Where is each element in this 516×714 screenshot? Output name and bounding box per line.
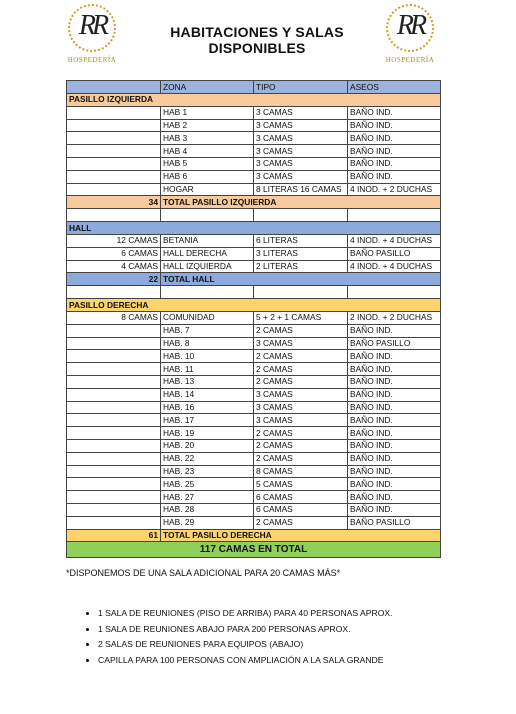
list-item: • 1 SALA DE REUNIONES ABAJO PARA 200 PERSONAS APROX. (98, 622, 498, 638)
table-cell: 12 CAMAS (67, 234, 161, 247)
spacer-row (67, 209, 441, 222)
table-cell: HAB 5 (161, 157, 254, 170)
table-row (67, 388, 441, 401)
table-cell: 3 CAMAS (254, 401, 348, 414)
table-cell (67, 183, 161, 196)
table-row (67, 106, 441, 119)
table-row (67, 145, 441, 158)
table-cell: 5 CAMAS (254, 478, 348, 491)
logo-monogram: RR (396, 10, 424, 41)
section-label: PASILLO IZQUIERDA (67, 94, 441, 107)
table-cell (67, 363, 161, 376)
table-cell: 3 CAMAS (254, 157, 348, 170)
section-header-pasillo_izquierda (67, 94, 441, 107)
table-cell: HAB 6 (161, 170, 254, 183)
table-cell: HAB 1 (161, 106, 254, 119)
table-cell: 6 CAMAS (67, 247, 161, 260)
table-cell: 2 CAMAS (254, 452, 348, 465)
total-count: 34 (67, 196, 161, 209)
list-item: • CAPILLA PARA 100 PERSONAS CON AMPLIACIÓN A LA SALA GRANDE (98, 653, 498, 669)
table-cell: 3 CAMAS (254, 414, 348, 427)
table-cell: BAÑO IND. (348, 388, 441, 401)
logo-brand: HOSPEDERÍA (385, 56, 435, 64)
table-cell: HAB. 16 (161, 401, 254, 414)
table-cell: BAÑO IND. (348, 414, 441, 427)
table-row (67, 465, 441, 478)
table-cell: 6 CAMAS (254, 503, 348, 516)
table-cell: 8 CAMAS (254, 465, 348, 478)
table-cell: 2 CAMAS (254, 427, 348, 440)
empty-cell (254, 286, 348, 299)
table-cell: BAÑO IND. (348, 157, 441, 170)
table-cell (67, 478, 161, 491)
table-cell (67, 337, 161, 350)
table-cell: BAÑO IND. (348, 375, 441, 388)
table-cell: HAB. 28 (161, 503, 254, 516)
table-cell: HAB 3 (161, 132, 254, 145)
empty-cell (348, 286, 441, 299)
table-row (67, 503, 441, 516)
table-cell: BAÑO PASILLO (348, 337, 441, 350)
table-cell: 2 CAMAS (254, 350, 348, 363)
table-row (67, 414, 441, 427)
header-cell: ASEOS (348, 81, 441, 94)
table-cell: 6 CAMAS (254, 491, 348, 504)
table-cell: 4 INOD. + 4 DUCHAS (348, 234, 441, 247)
table-cell: BAÑO IND. (348, 439, 441, 452)
total-count: 61 (67, 529, 161, 542)
header-cell (67, 81, 161, 94)
table-cell: HAB. 23 (161, 465, 254, 478)
table-cell: 8 CAMAS (67, 311, 161, 324)
table-cell: 3 CAMAS (254, 170, 348, 183)
table-cell: BAÑO IND. (348, 363, 441, 376)
table-cell (67, 427, 161, 440)
table-cell: 4 CAMAS (67, 260, 161, 273)
section-header-hall (67, 222, 441, 235)
table-cell (67, 170, 161, 183)
table-cell: HAB. 14 (161, 388, 254, 401)
table-cell: BAÑO IND. (348, 119, 441, 132)
grand-total: 117 CAMAS EN TOTAL (67, 542, 441, 558)
table-cell (67, 452, 161, 465)
table-cell (67, 132, 161, 145)
table-cell: BAÑO IND. (348, 324, 441, 337)
table-row (67, 234, 441, 247)
table-cell: 2 CAMAS (254, 363, 348, 376)
table-cell: BAÑO IND. (348, 503, 441, 516)
empty-cell (254, 209, 348, 222)
table-cell: 3 CAMAS (254, 106, 348, 119)
table-row (67, 452, 441, 465)
total-label: TOTAL PASILLO DERECHA (161, 529, 441, 542)
table-cell: BAÑO IND. (348, 401, 441, 414)
table-cell: 3 LITERAS (254, 247, 348, 260)
table-header (67, 81, 441, 94)
empty-cell (161, 209, 254, 222)
table-cell: 8 LITERAS 16 CAMAS (254, 183, 348, 196)
empty-cell (67, 286, 161, 299)
table-cell: HAB. 19 (161, 427, 254, 440)
table-cell: BAÑO PASILLO (348, 247, 441, 260)
table-cell: 3 CAMAS (254, 132, 348, 145)
table-cell: BAÑO IND. (348, 465, 441, 478)
table-row (67, 183, 441, 196)
table-cell (67, 119, 161, 132)
table-cell: 4 INOD. + 4 DUCHAS (348, 260, 441, 273)
grand-total-row (67, 542, 441, 558)
table-row (67, 324, 441, 337)
table-row (67, 478, 441, 491)
table-row (67, 401, 441, 414)
table-cell (67, 157, 161, 170)
page-title: HABITACIONES Y SALAS DISPONIBLES (170, 24, 344, 56)
table-cell: HOGAR (161, 183, 254, 196)
table-cell: 3 CAMAS (254, 119, 348, 132)
table-cell: HAB. 25 (161, 478, 254, 491)
section-label: PASILLO DERECHA (67, 299, 441, 312)
table-cell (67, 516, 161, 529)
empty-cell (67, 209, 161, 222)
total-row-pasillo_derecha (67, 529, 441, 542)
table-cell: HALL IZQUIERDA (161, 260, 254, 273)
table-cell (67, 465, 161, 478)
table-cell (67, 375, 161, 388)
table-row (67, 260, 441, 273)
table-cell: 3 CAMAS (254, 145, 348, 158)
table-cell: BAÑO IND. (348, 478, 441, 491)
table-cell (67, 491, 161, 504)
table-cell: BAÑO IND. (348, 132, 441, 145)
header-cell: ZONA (161, 81, 254, 94)
table-cell: HAB. 13 (161, 375, 254, 388)
table-cell: HAB. 29 (161, 516, 254, 529)
total-label: TOTAL HALL (161, 273, 441, 286)
table-cell: HAB. 7 (161, 324, 254, 337)
table-cell: 2 CAMAS (254, 439, 348, 452)
table-row (67, 132, 441, 145)
table-row (67, 337, 441, 350)
table-cell: BAÑO PASILLO (348, 516, 441, 529)
table-row (67, 119, 441, 132)
table-row (67, 375, 441, 388)
table-cell: HAB. 17 (161, 414, 254, 427)
additional-room-note: *DISPONEMOS DE UNA SALA ADICIONAL PARA 20 CAMAS MÁS* (66, 568, 341, 578)
table-cell: HAB. 10 (161, 350, 254, 363)
table-cell: BAÑO IND. (348, 350, 441, 363)
table-cell (67, 401, 161, 414)
total-row-pasillo_izquierda (67, 196, 441, 209)
table-cell: BAÑO IND. (348, 427, 441, 440)
total-row-hall (67, 273, 441, 286)
table-cell: 6 LITERAS (254, 234, 348, 247)
table-row (67, 491, 441, 504)
table-row (67, 439, 441, 452)
table-cell: 2 CAMAS (254, 324, 348, 337)
total-label: TOTAL PASILLO IZQUIERDA (161, 196, 441, 209)
table-cell: BAÑO IND. (348, 491, 441, 504)
rooms-table (66, 80, 441, 558)
table-cell: BAÑO IND. (348, 106, 441, 119)
logo-monogram: RR (78, 10, 106, 41)
table-cell: COMUNIDAD (161, 311, 254, 324)
table-cell: BAÑO IND. (348, 452, 441, 465)
table-cell: HAB. 20 (161, 439, 254, 452)
total-count: 22 (67, 273, 161, 286)
table-row (67, 247, 441, 260)
table-cell: HAB. 8 (161, 337, 254, 350)
logo-brand: HOSPEDERÍA (67, 56, 117, 64)
table-cell: HALL DERECHA (161, 247, 254, 260)
table-cell (67, 503, 161, 516)
table-row (67, 350, 441, 363)
table-cell: 2 LITERAS (254, 260, 348, 273)
table-row (67, 311, 441, 324)
table-cell: HAB 4 (161, 145, 254, 158)
table-row (67, 516, 441, 529)
header-cell: TIPO (254, 81, 348, 94)
table-row (67, 170, 441, 183)
table-cell (67, 439, 161, 452)
table-cell: 2 CAMAS (254, 375, 348, 388)
table-cell: BETANIA (161, 234, 254, 247)
table-cell: BAÑO IND. (348, 145, 441, 158)
table-cell: BAÑO IND. (348, 170, 441, 183)
table-cell: HAB. 22 (161, 452, 254, 465)
logo-left (62, 4, 122, 76)
table-cell (67, 414, 161, 427)
table-cell: 5 + 2 + 1 CAMAS (254, 311, 348, 324)
table-row (67, 427, 441, 440)
table-row (67, 157, 441, 170)
table-cell: HAB. 11 (161, 363, 254, 376)
empty-cell (161, 286, 254, 299)
table-row (67, 363, 441, 376)
table-cell: HAB 2 (161, 119, 254, 132)
table-cell (67, 388, 161, 401)
table-cell: 2 CAMAS (254, 516, 348, 529)
spacer-row (67, 286, 441, 299)
table-cell: 2 INOD. + 2 DUCHAS (348, 311, 441, 324)
section-label: HALL (67, 222, 441, 235)
table-cell (67, 324, 161, 337)
extras-list (78, 606, 498, 668)
table-cell (67, 350, 161, 363)
empty-cell (348, 209, 441, 222)
logo-right (380, 4, 440, 76)
section-header-pasillo_derecha (67, 299, 441, 312)
table-cell (67, 145, 161, 158)
table-cell: 3 CAMAS (254, 337, 348, 350)
table-cell: 3 CAMAS (254, 388, 348, 401)
table-cell (67, 106, 161, 119)
table-cell: 4 INOD. + 2 DUCHAS (348, 183, 441, 196)
list-item: • 1 SALA DE REUNIONES (PISO DE ARRIBA) PARA 40 PERSONAS APROX. (98, 606, 498, 622)
list-item: • 2 SALAS DE REUNIONES PARA EQUIPOS (ABAJO) (98, 637, 498, 653)
table-cell: HAB. 27 (161, 491, 254, 504)
